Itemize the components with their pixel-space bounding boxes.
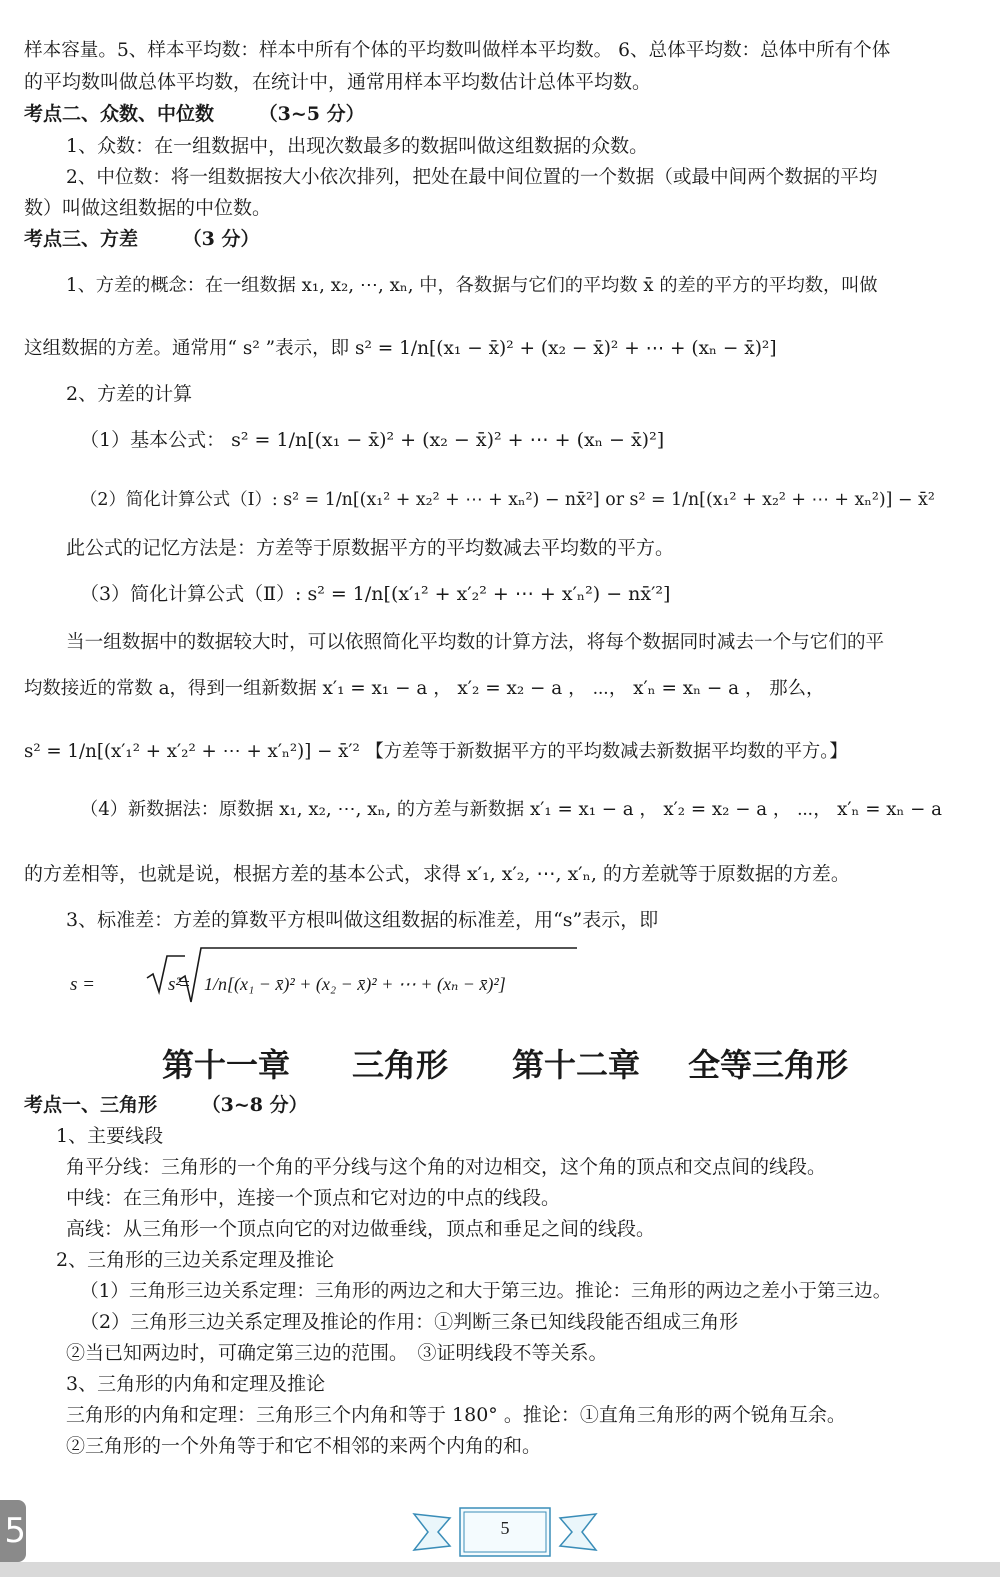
paragraph-line: 当一组数据中的数据较大时，可以依照简化平均数的计算方法，将每个数据同时减去一个与它们的平 bbox=[66, 632, 885, 653]
subsection-title: 2、方差的计算 bbox=[66, 383, 193, 405]
paragraph-line: 3、标准差：方差的算数平方根叫做这组数据的标准差，用“s”表示，即 bbox=[66, 909, 659, 931]
page-side-tab: 5 bbox=[0, 1500, 26, 1562]
paragraph-line: ②三角形的一个外角等于和它不相邻的来两个内角的和。 bbox=[66, 1435, 542, 1457]
chapter-number: 第十二章 bbox=[512, 1046, 641, 1084]
paragraph-line: （2）三角形三边关系定理及推论的作用：①判断三条已知线段能否组成三角形 bbox=[80, 1311, 739, 1333]
paragraph-line: 均数接近的常数 a，得到一组新数据 x′₁ = x₁ − a ， x′₂ = x₂ − a ， ⋯， x′ₙ = xₙ − a ， 那么， bbox=[24, 678, 825, 699]
formula-line: 这组数据的方差。通常用“ s² ”表示，即 s² = 1/n[(x₁ − x̄)² + (x₂ − x̄)² + ⋯ + (xₙ − x̄)²] bbox=[24, 338, 777, 359]
subsection-title: 2、三角形的三边关系定理及推论 bbox=[56, 1249, 335, 1271]
paragraph-line: （4）新数据法：原数据 x₁, x₂, ⋯, xₙ, 的方差与新数据 x′₁ = x₁ − a ， x′₂ = x₂ − a ， ⋯， x′ₙ = xₙ − a bbox=[80, 799, 942, 820]
formula-line: （1）基本公式： s² = 1/n[(x₁ − x̄)² + (x₂ − x̄)² + ⋯ + (xₙ − x̄)²] bbox=[80, 429, 665, 451]
paragraph-line: 三角形的内角和定理：三角形三个内角和等于 180° 。推论：①直角三角形的两个锐角互余。 bbox=[66, 1404, 846, 1426]
paragraph-line: 的方差相等，也就是说，根据方差的基本公式，求得 x′₁, x′₂, ⋯, x′ₙ, 的方差就等于原数据的方差。 bbox=[24, 863, 850, 885]
formula-term: s² bbox=[168, 974, 182, 995]
chapter-name: 全等三角形 bbox=[688, 1046, 849, 1084]
paragraph-line: 样本容量。5、样本平均数：样本中所有个体的平均数叫做样本平均数。 6、总体平均数：总体中所有个体 bbox=[24, 40, 891, 61]
subsection-title: 3、三角形的内角和定理及推论 bbox=[66, 1373, 326, 1395]
paragraph-line: 中线：在三角形中，连接一个顶点和它对边的中点的线段。 bbox=[66, 1187, 561, 1209]
paragraph-line: 2、中位数：将一组数据按大小依次排列，把处在最中间位置的一个数据（或最中间两个数据的平均 bbox=[66, 167, 878, 188]
chapter-name: 三角形 bbox=[352, 1046, 449, 1084]
paragraph-line: 数）叫做这组数据的中位数。 bbox=[24, 197, 272, 219]
paragraph-line: 的平均数叫做总体平均数，在统计中，通常用样本平均数估计总体平均数。 bbox=[24, 71, 652, 93]
section-heading: 考点三、方差 （3 分） bbox=[24, 228, 260, 250]
page-number: 5 bbox=[500, 1518, 510, 1538]
bottom-bar bbox=[0, 1562, 1000, 1577]
formula-line: （3）简化计算公式（Ⅱ）: s² = 1/n[(x′₁² + x′₂² + ⋯ + x′ₙ²) − nx̄′²] bbox=[80, 583, 671, 605]
paragraph-line: 角平分线：三角形的一个角的平分线与这个角的对边相交，这个角的顶点和交点间的线段。 bbox=[66, 1156, 827, 1178]
paragraph-line: 此公式的记忆方法是：方差等于原数据平方的平均数减去平均数的平方。 bbox=[66, 537, 675, 559]
section-heading: 考点一、三角形 （3~8 分） bbox=[24, 1094, 308, 1116]
formula-line: （2）简化计算公式（Ⅰ）: s² = 1/n[(x₁² + x₂² + ⋯ + xₙ²) − nx̄²] or s² = 1/n[(x₁² + x₂² + ⋯ + xₙ²)] − x̄² bbox=[80, 490, 935, 510]
paragraph-line: 高线：从三角形一个顶点向它的对边做垂线，顶点和垂足之间的线段。 bbox=[66, 1218, 656, 1240]
formula-line: s² = 1/n[(x′₁² + x′₂² + ⋯ + x′ₙ²)] − x̄′² 【方差等于新数据平方的平均数减去新数据平均数的平方。】 bbox=[24, 741, 848, 762]
formula-equals: = bbox=[178, 974, 191, 995]
formula-lhs: s = bbox=[70, 974, 95, 995]
subsection-title: 1、主要线段 bbox=[56, 1125, 164, 1147]
paragraph-line: 1、众数：在一组数据中，出现次数最多的数据叫做这组数据的众数。 bbox=[66, 135, 649, 157]
chapter-number: 第十一章 bbox=[162, 1046, 291, 1084]
paragraph-line: 1、方差的概念：在一组数据 x₁, x₂, ⋯, xₙ, 中，各数据与它们的平均数 x̄ 的差的平方的平均数，叫做 bbox=[66, 275, 878, 296]
chapter-title bbox=[0, 1032, 1000, 1088]
paragraph-line: （1）三角形三边关系定理：三角形的两边之和大于第三边。推论：三角形的两边之差小于第三边。 bbox=[80, 1281, 892, 1302]
formula-rhs: 1/n[(x₁ − x̄)² + (x₂ − x̄)² + ⋯ + (xₙ − x̄)²] bbox=[204, 974, 506, 994]
section-heading: 考点二、众数、中位数 （3~5 分） bbox=[24, 103, 365, 125]
paragraph-line: ②当已知两边时，可确定第三边的范围。 ③证明线段不等关系。 bbox=[66, 1342, 608, 1364]
